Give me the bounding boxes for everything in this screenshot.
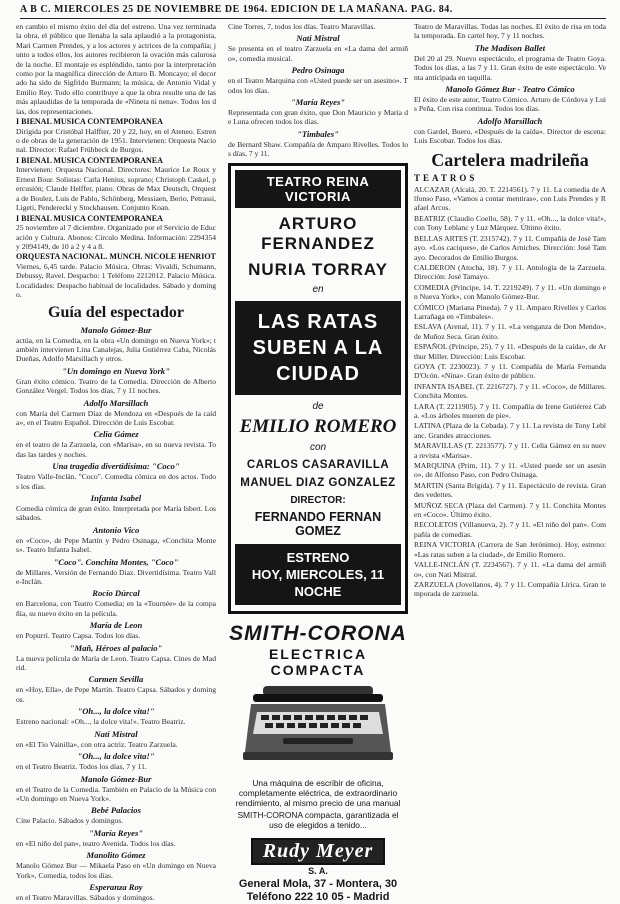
guide-name: Manolo Gómez-Bur bbox=[80, 324, 152, 335]
concert-title: I BIENAL MUSICA CONTEMPORANEA bbox=[16, 213, 163, 223]
theatre-entry: ESLAVA (Arenal, 11). 7 y 11. «La venganza de Don Mendo», de Muñoz Seca. Gran éxito. bbox=[414, 322, 606, 341]
guide-text: en «Hoy, Ella», de Pepe Martín. Teatro Capsa. Sábados y domingos. bbox=[16, 685, 216, 704]
cartelera-title: Cartelera madrileña bbox=[431, 149, 589, 170]
theatre-entry: VALLE-INCLÁN (T. 2234567). 7 y 11. «La dama del armiño», con Nati Mistral. bbox=[414, 560, 606, 579]
concert-text: Dirigida por Cristóbal Halffter, 20 y 22, hoy, en el Ateneo. Estreno de obras de la generación de 1951. Intervienen: Orquesta Nacional. Director: Rafael Frühbeck de Burgos. bbox=[16, 126, 216, 155]
guide-name: Una tragedia divertidísima: "Coco" bbox=[52, 461, 180, 472]
theatre-entry: BELLAS ARTES (T. 2315742). 7 y 11. Compañía de José Tamayo. «Los caciques», de Carlos Arniches. Dirección: José Tamayo. Decorados de Emilio Burgos. bbox=[414, 233, 606, 262]
listing-text: con Gardel, Buero, «Después de la caída». Director de escena: Luis Escobar. Todos los días. bbox=[414, 126, 606, 146]
dealer-sa: S. A. bbox=[308, 865, 328, 876]
guide-text: en el Teatro Maravillas. Sábados y domingos. bbox=[16, 892, 155, 902]
theatre-entry: REINA VICTORIA (Carrera de San Jerónimo). Hoy, estreno: «Las ratas suben a la ciudad», de Emilio Romero. bbox=[414, 540, 606, 559]
listing-text: de Bernard Shaw. Compañía de Amparo Rivelles. Todos los días, 7 y 11. bbox=[228, 139, 408, 159]
theatre-entry: MARAVILLAS (T. 2213577). 7 y 11. Celia Gámez en su nueva revista «Marisa». bbox=[414, 441, 606, 460]
listing-text: Se presenta en el teatro Zarzuela en «La dama del armiño», comedia musical. bbox=[228, 44, 408, 63]
theatre-entry: MUÑOZ SECA (Plaza del Carmen). 7 y 11. Conchita Montes en «Coco». Último éxito. bbox=[414, 500, 606, 520]
ad-body-2: SMITH-CORONA compacta, garantizada el uso de elegidos a tenido... bbox=[237, 809, 399, 830]
theatre-entry: ALCAZAR (Alcalá, 20. T. 2214561). 7 y 11. La comedia de Alfonso Paso, «Vamos a contar mentiras», con Luis Prendes y Rafael Arcos. bbox=[414, 184, 606, 213]
lead-actor: ARTURO FERNANDEZ bbox=[261, 213, 375, 253]
cast-member-1: CARLOS CASARAVILLA bbox=[246, 458, 390, 471]
theatre-entry: GOYA (T. 2230023). 7 y 11. Compañía de María Fernanda D'Ocón. «Nina». Gran éxito de público. bbox=[414, 361, 606, 381]
guide-text: Comedia cómica de gran éxito. Interpretada por María Isbert. Los sábados. bbox=[16, 504, 216, 523]
guide-text: con María del Carmen Díaz de Mendoza en «Después de la caída», en el Teatro Español. Dirección de Luis Escobar. bbox=[16, 408, 216, 427]
cast-member-2: MANUEL DIAZ GONZALEZ bbox=[240, 476, 396, 489]
listing-text: Del 20 al 29. Nuevo espectáculo, el programa de Teatro Goya. Todos los días, a las 7 y 11. Gran éxito de este espectáculo. Venta anticipada en taquilla. bbox=[414, 53, 606, 82]
theatre-entry: LARA (T. 2211905). 7 y 11. Compañía de Irene Gutiérrez Caba. «Los árboles mueren de pie». bbox=[414, 401, 606, 420]
listing-title: Adolfo Marsillach bbox=[477, 115, 543, 126]
theatre-entry: INFANTA ISABEL (T. 2216727). 7 y 11. «Coco», de Millares. Conchita Montes. bbox=[414, 381, 606, 401]
play-title: LAS RATAS SUBEN A LA CIUDAD bbox=[235, 301, 401, 395]
listing-text: Cine Torres, 7, todos los días. Teatro Maravillas. bbox=[228, 22, 376, 31]
typewriter-advertisement bbox=[228, 622, 408, 904]
theatre-entry: LATINA (Plaza de la Cebada). 7 y 11. La revista de Tony Leblanc. Grandes atracciones. bbox=[414, 421, 606, 440]
listing-text: Representada con gran éxito, que Don Mauricio y María de Luna ofrecen todos los días. bbox=[228, 108, 408, 127]
concert-listings bbox=[16, 117, 216, 299]
theatre-entry: CALDERON (Atocha, 18). 7 y 11. Antología de la Zarzuela. Dirección: José Tamayo. bbox=[414, 262, 606, 282]
guide-text: La nueva película de María de Leon. Teatro Capsa. Cines de Madrid. bbox=[16, 653, 216, 673]
header-text: A B C. MIERCOLES 25 DE NOVIEMBRE DE 1964. EDICION DE LA MAÑANA. PAG. 84. bbox=[20, 4, 453, 15]
theatre-entry: BEATRIZ (Claudio Coello, 58). 7 y 11. «Oh..., la dolce vita!», con Tony Leblanc y Luz Márquez. Último éxito. bbox=[414, 213, 606, 233]
dealer-address: General Mola, 37 - Montera, 30 bbox=[238, 877, 398, 890]
brand-subtitle: ELECTRICA COMPACTA bbox=[268, 645, 368, 678]
teatros-label: TEATROS bbox=[414, 172, 478, 183]
listing-title: Manolo Gómez Bur - Teatro Cómico bbox=[445, 84, 575, 95]
guide-text: en el teatro de la Zarzuela, con «Marisa», en su nueva revista. Todas las tardes y noches. bbox=[16, 440, 216, 459]
guide-name: Adolfo Marsillach bbox=[83, 397, 149, 408]
guide-text: de Millares. Versión de Fernando Diaz. Divertidísima. Teatro Valle-Inclán. bbox=[16, 567, 216, 587]
guide-name: "María Reyes" bbox=[88, 827, 144, 838]
theatre-entry: MARQUINA (Prim, 11). 7 y 11. «Usted puede ser un asesino», de Alfonso Paso, con Pedro Osinaga. bbox=[414, 461, 606, 480]
guide-text: en «El Tío Vainilla», con otra actriz. Teatro Zarzuela. bbox=[16, 739, 178, 749]
theatre-entry: CÓMICO (Mariana Pineda). 7 y 11. Amparo Rivelles y Carlos Larrañaga en «Timbales». bbox=[414, 302, 606, 321]
guide-text: actúa, en la Comedia, en la obra «Un domingo en Nueva York»; también intervienen Lina Canalejas, Julia Gutiérrez Caba, Nicolás Dueñas, Adolfo Marsillach y otros. bbox=[16, 335, 216, 364]
guide-name: Manolito Gómez bbox=[86, 850, 146, 861]
listing-title: "María Reyes" bbox=[290, 97, 346, 108]
guide-text: en «El niño del pan», teatro Avenida. Todos los días. bbox=[16, 838, 176, 848]
guide-text: en el Teatro de la Comedia. También en Palacio de la Música con «Un domingo en Nueva York». bbox=[16, 784, 216, 803]
concert-text: Viernes, 6,45 tarde. Palacio Música. Obras: Vivaldi, Schumann, Debussy, Ravel. Despacho: 1 Teléfono 2212012. Palacio Música. Localidades: Despacho habitual de localidades. Sábado y domingo. bbox=[16, 261, 216, 300]
theatre-listings bbox=[414, 185, 606, 599]
section-title: Guía del espectador bbox=[48, 303, 184, 321]
theatre-entry: COMEDIA (Príncipe, 14. T. 2219249). 7 y 11. «Un domingo en Nueva York», con Manolo Gómez-Bur. bbox=[414, 282, 606, 302]
middle-listings bbox=[228, 22, 408, 159]
guide-name: "Oh..., la dolce vita!" bbox=[77, 751, 155, 762]
concert-title: ORQUESTA NACIONAL. MUNCH. NICOLE HENRIOT bbox=[16, 252, 216, 262]
theatre-entry: ESPAÑOL (Príncipe, 25). 7 y 11. «Después de la caída», de Arthur Miller. Dirección: Luis Escobar. bbox=[414, 342, 606, 361]
con-text: con bbox=[309, 441, 327, 453]
guide-text: Estreno nacional: «Oh..., la dolce vita!». Teatro Beatriz. bbox=[16, 717, 186, 727]
theatre-name: TEATRO REINA VICTORIA bbox=[235, 170, 401, 208]
guide-name: Esperanza Roy bbox=[89, 881, 143, 892]
page-header bbox=[20, 4, 606, 19]
guide-name: "Mañ, Héroes al palacio" bbox=[69, 642, 163, 653]
premiere-time: HOY, MIERCOLES, 11 NOCHE bbox=[251, 566, 385, 599]
en-text: en bbox=[312, 283, 324, 295]
guide-text: en Barcelona, con Teatro Comedia; en la «Tournée» de la compañía, su nuevo éxito en la película. bbox=[16, 599, 216, 618]
guide-name: "Coco". Conchita Montes, "Coco" bbox=[53, 556, 179, 567]
typewriter-illustration bbox=[243, 682, 393, 772]
guide-name: "Un domingo en Nueva York" bbox=[62, 365, 170, 376]
column-middle bbox=[228, 22, 408, 903]
dealer-phone: Teléfono 222 10 05 - Madrid bbox=[246, 890, 390, 903]
guide-name: María de Leon bbox=[89, 620, 143, 631]
listing-title: Pedro Osinaga bbox=[291, 65, 345, 76]
guide-text: en «Coco», de Pepe Martín y Pedro Osinaga, «Conchita Montes». Teatro Infanta Isabel. bbox=[16, 535, 216, 555]
right-listings bbox=[414, 22, 606, 146]
guide-name: Antonio Vico bbox=[92, 524, 140, 535]
theatre-advertisement bbox=[228, 163, 408, 614]
theatre-entry: ZARZUELA (Jovellanos, 4). 7 y 11. Compañía Lírica. Gran temporada de zarzuela. bbox=[414, 579, 606, 599]
concert-text: 25 noviembre al 7 diciembre. Organizado por el Servicio de Educación y Cultura. Abonos: Círculo Medina. Información: 2294354 y 2094149, de 10 a 2 y 4 a 8. bbox=[16, 223, 216, 251]
guide-text: Teatro Valle-Inclán. "Coco". Comedia cómica en dos actos. Todos los días. bbox=[16, 472, 216, 491]
listing-title: "Timbales" bbox=[297, 128, 339, 139]
ad-body: Una máquina de escribir de oficina, completamente eléctrica, de extraordinario rendimiento, al mismo precio de una manual bbox=[235, 777, 401, 808]
listing-text: en el Teatro Marquina con «Usted puede ser un asesino». Todos los días. bbox=[228, 76, 408, 95]
guide-name: Bebé Palacios bbox=[91, 805, 141, 816]
dealer-logo: Rudy Meyer bbox=[251, 838, 386, 865]
guide-name: Carmen Sevilla bbox=[88, 674, 144, 685]
guide-name: Rocío Dúrcal bbox=[92, 588, 140, 599]
author-name: EMILIO ROMERO bbox=[239, 415, 397, 437]
guide-name: Nati Mistral bbox=[94, 728, 138, 739]
guide-name: Manolo Gómez-Bur bbox=[80, 773, 152, 784]
guide-text: Cine Palacio. Sábados y domingos. bbox=[16, 816, 124, 826]
concert-text: Intervienen: Orquesta Nacional. Directores: Maurice Le Roux y Ernest Bour. Solistas: Carla Henius, soprano; Christoph Caskel, percusión; Claude Helffer, piano. Obras de Max Deutsch, Orquesta de Boulez, Luis de Pablo, Schönberg, Messiaen, Berio, Petrassi, Ligeti, Penderecki y Stockhausen. Conjunto Koan. bbox=[16, 165, 217, 213]
column-right bbox=[414, 22, 606, 842]
guide-name: Infanta Isabel bbox=[90, 493, 142, 503]
column-left bbox=[16, 22, 217, 902]
guide-text: en el Teatro Beatriz. Todos los días, 7 y 11. bbox=[16, 762, 147, 772]
brand-name: SMITH-CORONA bbox=[229, 621, 407, 645]
guide-text: Gran éxito cómico. Teatro de la Comedia. Dirección de Alberto González Vergel. Todos los días, 7 y 11 noches. bbox=[16, 376, 216, 396]
premiere-label: ESTRENO bbox=[286, 549, 350, 565]
guide-text: en Popurrí. Teatro Capsa. Todos los días. bbox=[16, 631, 141, 641]
guide-text: Manolo Gómez Bur — Mikaela Paso en «Un domingo en Nueva York», Comedia, todos los días. bbox=[16, 861, 216, 880]
concert-title: I BIENAL MUSICA CONTEMPORANEA bbox=[16, 155, 163, 165]
listing-title: Nati Mistral bbox=[296, 33, 340, 44]
concert-title: I BIENAL MUSICA CONTEMPORANEA bbox=[16, 117, 163, 127]
premiere-banner bbox=[235, 544, 401, 605]
intro-paragraph: en cambio el mismo éxito del día del estreno. Una vez terminada la obra, el público que llenaba la sala aplaudió a la protagonista, Mari Carmen Prendes, y a los actores y actrices de la compañía; junto a todos ellos, los autores recibieron la ovación más calurosa de la noche. El montaje es espléndido, tanto por la interpretación como por la magnífica dirección de Arturo B. Moncayo; el decorado ha sido de Sigfrido Burmann; la música, de Antonio Vidal y Emilio Rey. Todo ello contribuye a que la obra resulte una de las más aplaudidas de la temporada de «Nineta ni nena». Todos los días, dos representaciones. bbox=[16, 22, 216, 116]
listing-text: Teatro de Maravillas. Todas las noches. El éxito de risa en toda la temporada. En cartel hoy, 7 y 11 noches. bbox=[414, 22, 606, 41]
theatre-entry: MARTIN (Santa Brígida). 7 y 11. Espectáculo de revista. Grandes vedettes. bbox=[414, 480, 606, 500]
guide-name: "Oh..., la dolce vita!" bbox=[77, 706, 155, 717]
director-label: DIRECTOR: bbox=[290, 494, 346, 506]
guide-name: Celia Gámez bbox=[93, 429, 139, 440]
listing-text: El éxito de este autor, Teatro Cómico. Arturo de Córdova y Luis Peña. Con risa continua. Todos los días. bbox=[414, 95, 606, 114]
theatre-entry: RECOLETOS (Villanueva, 2). 7 y 11. «El niño del pan». Compañía de comedias. bbox=[414, 520, 606, 539]
director-name: FERNANDO FERNAN GOMEZ bbox=[254, 509, 382, 538]
listing-title: The Madison Ballet bbox=[474, 42, 546, 53]
de-text: de bbox=[312, 400, 324, 412]
spectator-guide bbox=[16, 325, 216, 903]
lead-actress: NURIA TORRAY bbox=[248, 259, 388, 279]
